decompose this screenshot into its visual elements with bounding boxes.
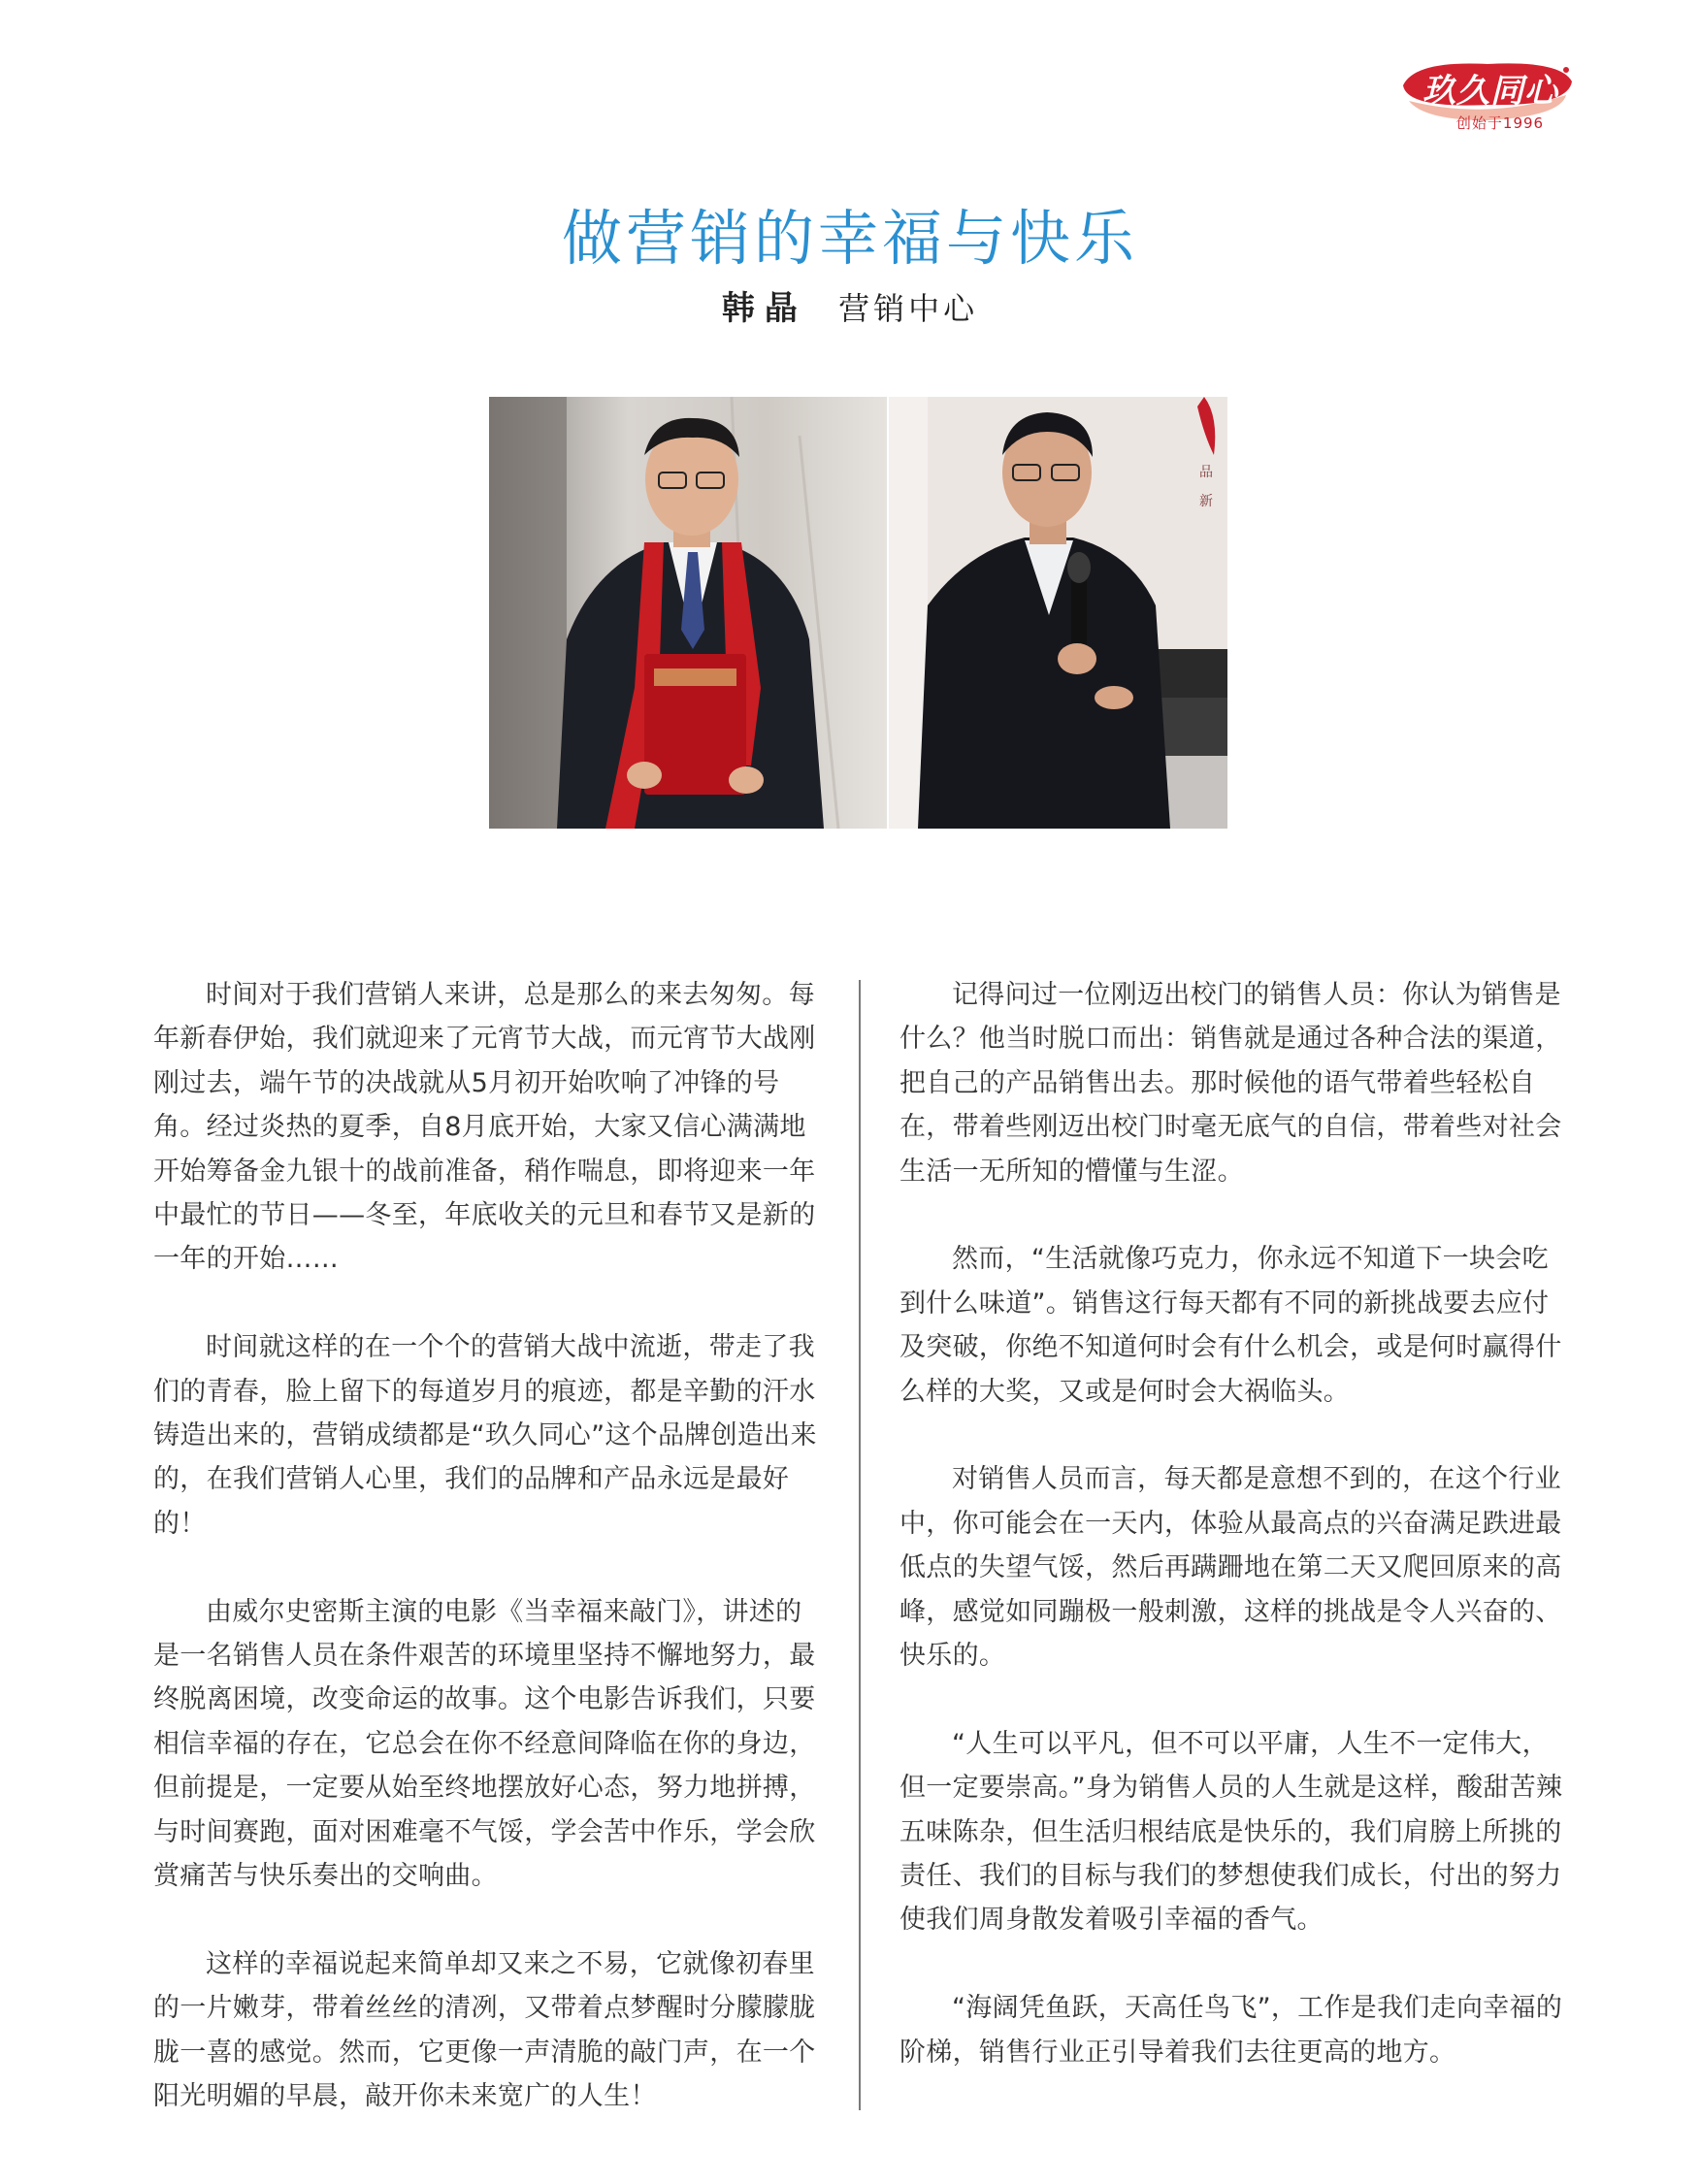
paragraph: 对销售人员而言，每天都是意想不到的，在这个行业中，你可能会在一天内，体验从最高点的兴奋满足跌进最低点的失望气馁，然后再蹒跚地在第二天又爬回原来的高峰，感觉如同蹦极一般刺激，这样的挑战是令人兴奋的、快乐的。 — [899, 1464, 1562, 1672]
paragraph: “人生可以平凡，但不可以平庸，人生不一定伟大，但一定要崇高。”身为销售人员的人生就是这样，酸甜苦辣五味陈杂，但生活归根结底是快乐的，我们肩膀上所挑的责任、我们的目标与我们的梦想使我们成长，付出的努力使我们周身散发着吸引幸福的香气。 — [899, 1728, 1563, 1936]
paragraph: “海阔凭鱼跃，天高任鸟飞”，工作是我们走向幸福的阶梯，销售行业正引导着我们去往更高的地方。 — [899, 1993, 1563, 2068]
column-divider — [859, 980, 861, 2110]
photo-speaker — [889, 397, 1227, 829]
author-name: 韩晶 — [721, 289, 807, 328]
brand-logo — [1395, 56, 1580, 138]
logo-name: 玖久同心 — [1422, 72, 1558, 111]
right-column — [899, 973, 1569, 2074]
left-column — [153, 973, 823, 2119]
paragraph: 然而，“生活就像巧克力，你永远不知道下一块会吃到什么味道”。销售这行每天都有不同的新挑战要去应付及突破，你绝不知道何时会有什么机会，或是何时赢得什么样的大奖，又或是何时会大祸临头。 — [899, 1244, 1562, 1407]
paragraph: 由威尔史密斯主演的电影《当幸福来敲门》，讲述的是一名销售人员在条件艰苦的环境里坚持不懈地努力，最终脱离困境，改变命运的故事。这个电影告诉我们，只要相信幸福的存在，它总会在你不经意间降临在你的身边，但前提是，一定要从始至终地摆放好心态，努力地拼搏，与时间赛跑，面对困难毫不气馁，学会苦中作乐，学会欣赏痛苦与快乐奏出的交响曲。 — [153, 1596, 816, 1892]
paragraph: 这样的幸福说起来简单却又来之不易，它就像初春里的一片嫩芽，带着丝丝的清冽，又带着点梦醒时分朦朦胧胧一喜的感觉。然而，它更像一声清脆的敲门声，在一个阳光明媚的早晨，敲开你未来宽广的人生！ — [153, 1948, 816, 2112]
article-title: 做营销的幸福与快乐 — [561, 203, 1138, 274]
byline — [0, 281, 1700, 329]
paragraph: 记得问过一位刚迈出校门的销售人员：你认为销售是什么？他当时脱口而出：销售就是通过各种合法的渠道，把自己的产品销售出去。那时候他的语气带着些轻松自在，带着些刚迈出校门时毫无底气的自信，带着些对社会生活一无所知的懵懂与生涩。 — [899, 980, 1562, 1187]
logo-tagline: 创始于1996 — [1455, 114, 1545, 132]
paragraph: 时间对于我们营销人来讲，总是那么的来去匆匆。每年新春伊始，我们就迎来了元宵节大战，而元宵节大战刚刚过去，端午节的决战就从5月初开始吹响了冲锋的号角。经过炎热的夏季，自8月底开始，大家又信心满满地开始筹备金九银十的战前准备，稍作喘息，即将迎来一年中最忙的节日——冬至，年底收关的元旦和春节又是新的一年的开始…… — [153, 980, 816, 1275]
author-department: 营销中心 — [838, 290, 979, 327]
svg-text:新: 新 — [1199, 494, 1213, 509]
paragraph: 时间就这样的在一个个的营销大战中流逝，带走了我们的青春，脸上留下的每道岁月的痕迹，都是辛勤的汗水铸造出来的，营销成绩都是“玖久同心”这个品牌创造出来的，在我们营销人心里，我们的品牌和产品永远是最好的！ — [153, 1332, 817, 1539]
svg-text:品: 品 — [1199, 465, 1213, 480]
photo-certificate — [489, 397, 887, 829]
